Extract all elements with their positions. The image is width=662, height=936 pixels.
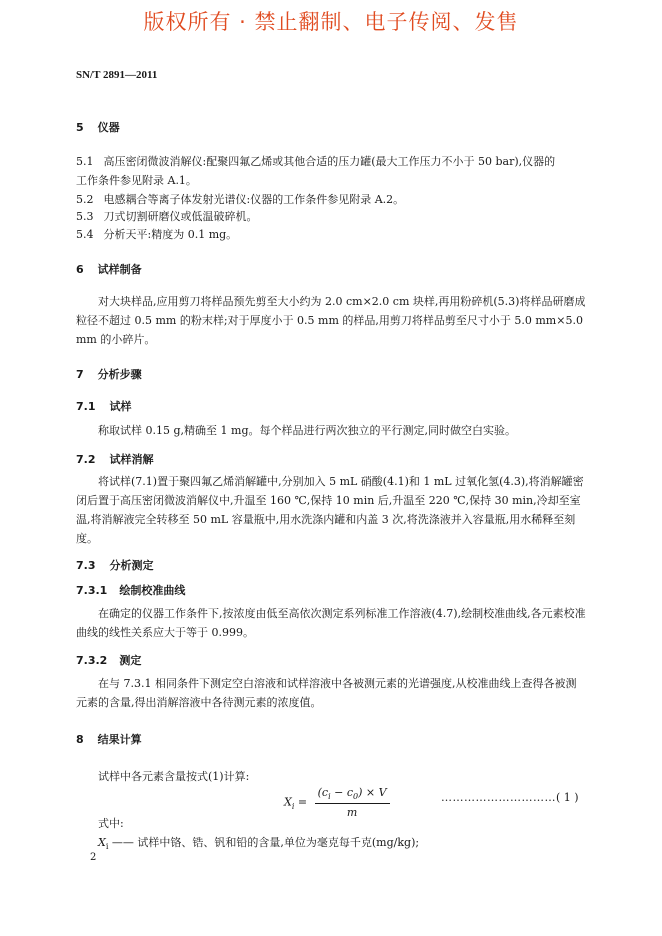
section-6-heading — [76, 261, 142, 277]
section-7-1-paragraph: 称取试样 0.15 g,精确至 1 mg。每个样品进行两次独立的平行测定,同时做空白实验。 — [98, 424, 516, 437]
formula-lhs: X — [284, 795, 292, 809]
section-title: 测定 — [119, 654, 142, 667]
item-5-1-cont: 工作条件参见附录 A.1。 — [76, 174, 197, 187]
definition-symbol-sub: i — [105, 842, 109, 852]
section-number: 7.3 — [76, 559, 96, 572]
section-number: 7.1 — [76, 400, 96, 413]
formula-numerator: $(c_i - c_0) \times V$ — [315, 786, 390, 804]
section-7-3-2-heading — [76, 652, 141, 668]
section-title: 绘制校准曲线 — [119, 584, 186, 597]
formula-lhs-sub: i — [291, 801, 295, 811]
section-number: 7.2 — [76, 453, 96, 466]
section-6-paragraph: 对大块样品,应用剪刀将样品预先剪至大小约为 2.0 cm×2.0 cm 块样,再用粉碎机(5.3)将样品研磨成粒径不超过 0.5 mm 的粉末样;对于厚度小于 0.5 mm 的样品,用剪刀将样品剪至尺寸小于 5.0 mm×5.0 mm 的小碎片。 — [76, 295, 586, 346]
variable-definition — [98, 834, 419, 851]
section-7-3-1-heading — [76, 582, 185, 598]
section-number: 6 — [76, 263, 84, 276]
section-title: 仪器 — [97, 121, 120, 134]
equation-number: ( 1 ) — [556, 791, 579, 804]
section-title: 试样制备 — [97, 263, 142, 276]
item-5-3 — [76, 208, 258, 224]
standard-code: SN/T 2891—2011 — [76, 69, 158, 81]
formula-leader-dots: ………………………… — [441, 791, 556, 804]
item-5-1 — [76, 153, 555, 169]
formula-equals: = — [297, 795, 308, 809]
section-title: 试样 — [109, 400, 132, 413]
section-7-3-heading — [76, 557, 154, 573]
section-8-heading — [76, 731, 142, 747]
item-number: 5.4 — [76, 228, 94, 241]
section-number: 7 — [76, 368, 84, 381]
section-title: 试样消解 — [109, 453, 154, 466]
copyright-watermark: 版权所有 · 禁止翻制、电子传阅、发售 — [143, 10, 519, 34]
definition-symbol: X — [98, 836, 106, 849]
section-title: 分析测定 — [109, 559, 154, 572]
section-title: 分析步骤 — [97, 368, 142, 381]
definition-text: —— 试样中铬、锆、钒和铅的含量,单位为毫克每千克(mg/kg); — [108, 836, 420, 849]
page-number: 2 — [90, 852, 97, 863]
section-number: 7.3.1 — [76, 584, 108, 597]
section-5-heading — [76, 119, 120, 135]
item-text: 高压密闭微波消解仪:配聚四氟乙烯或其他合适的压力罐(最大工作压力不小于 50 bar),仪器的 — [103, 155, 556, 168]
section-7-1-heading — [76, 398, 132, 414]
formula-denominator: m — [346, 806, 358, 820]
item-text: 刀式切割研磨仪或低温破碎机。 — [103, 210, 258, 223]
section-number: 8 — [76, 733, 84, 746]
section-7-3-1-paragraph: 在确定的仪器工作条件下,按浓度由低至高依次测定系列标准工作溶液(4.7),绘制校准曲线,各元素校准曲线的线性关系应大于等于 0.999。 — [76, 607, 586, 639]
section-7-3-2-paragraph: 在与 7.3.1 相同条件下测定空白溶液和试样溶液中各被测元素的光谱强度,从校准曲线上查得各被测元素的含量,得出消解溶液中各待测元素的浓度值。 — [76, 677, 577, 709]
item-number: 5.3 — [76, 210, 94, 223]
item-text: 电感耦合等离子体发射光谱仪:仪器的工作条件参见附录 A.2。 — [103, 193, 405, 206]
section-title: 结果计算 — [97, 733, 142, 746]
section-number: 7.3.2 — [76, 654, 108, 667]
item-5-2 — [76, 191, 404, 207]
formula-1 — [284, 786, 390, 819]
section-number: 5 — [76, 121, 84, 134]
where-label: 式中: — [98, 817, 124, 830]
section-7-2-paragraph: 将试样(7.1)置于聚四氟乙烯消解罐中,分别加入 5 mL 硝酸(4.1)和 1 mL 过氧化氢(4.3),将消解罐密闭后置于高压密闭微波消解仪中,升温至 160 ℃,保持 10 min 后,升温至 220 ℃,保持 30 min,冷却至室温,将消解液完全转移至 50 mL 容量瓶中,用水洗涤内罐和内盖 3 次,将洗涤液并入容量瓶,用水稀释至刻度。 — [76, 475, 584, 545]
item-number: 5.2 — [76, 193, 94, 206]
item-text: 分析天平:精度为 0.1 mg。 — [103, 228, 238, 241]
item-5-4 — [76, 226, 237, 242]
item-number: 5.1 — [76, 155, 94, 168]
formula-intro: 试样中各元素含量按式(1)计算: — [98, 770, 250, 783]
section-7-heading — [76, 366, 142, 382]
formula-fraction — [315, 786, 390, 819]
section-7-2-heading — [76, 451, 154, 467]
